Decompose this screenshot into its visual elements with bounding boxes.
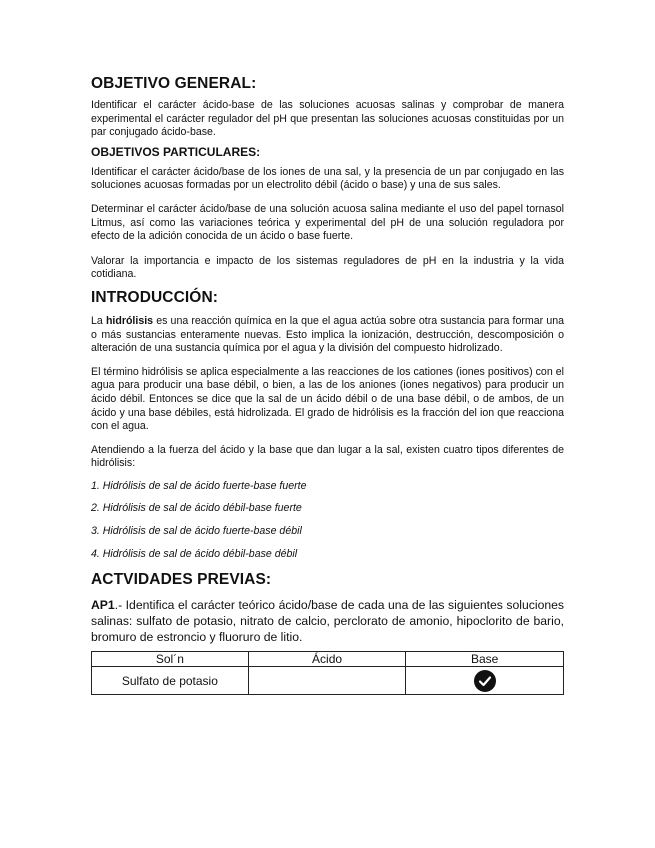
objetivo-particular-1: Identificar el carácter ácido/base de los iones de una sal, y la presencia de un par conjugado en las soluciones acuosas formadas por un electrolito débil (ácido o base) y una de sus sales. xyxy=(91,165,564,192)
header-base: Base xyxy=(406,652,564,667)
p1-rest: es una reacción química en la que el agua actúa sobre otra sustancia para formar una o más sustancias enteramente nuevas. Esto implica la ionización, destrucción, descomposición o alteración de una sustancia química por el agua y la división del compuesto hidrolizado. xyxy=(91,314,564,355)
introduccion-paragraph-1 xyxy=(91,315,564,356)
introduccion-paragraph-2: El término hidrólisis se aplica especialmente a las reacciones de los cationes (iones positivos) con el agua para producir una base débil, o bien, a las de los aniones (iones negativos) para producir un ácido débil. Entonces se dice que la sal de un ácido débil o de una base débil, o de ambos, de un ácido y una base débiles, está hidrolizada. El grado de hidrólisis es la fracción del ion que reacciona con el agua. xyxy=(91,365,564,433)
objetivo-particular-2: Determinar el carácter ácido/base de una solución acuosa salina mediante el uso del papel tornasol Litmus, así como las variaciones teórica y experimental del pH de una solución reguladora por efecto de la adición conocida de un ácido o base fuerte. xyxy=(91,202,564,243)
cell-base[interactable] xyxy=(406,667,564,695)
list-item: 2. Hidrólisis de sal de ácido débil-base fuerte xyxy=(91,502,302,515)
p1-prefix: La xyxy=(91,314,106,327)
actividades-heading: ACTVIDADES PREVIAS: xyxy=(91,571,272,589)
table-row xyxy=(92,667,564,695)
objetivo-general-text: Identificar el carácter ácido-base de las soluciones acuosas salinas y comprobar de manera experimental el carácter regulador del pH que presentan las soluciones acuosas constituidas por un par conjugado ácido-base. xyxy=(91,99,564,139)
list-item: 1. Hidrólisis de sal de ácido fuerte-base fuerte xyxy=(91,479,307,492)
objetivo-general-heading: OBJETIVO GENERAL: xyxy=(91,75,257,92)
hidrolisis-types-list xyxy=(91,480,564,561)
cell-acido[interactable] xyxy=(248,667,406,695)
hidrolisis-term: hidrólisis xyxy=(105,314,154,327)
introduccion-heading: INTRODUCCIÓN: xyxy=(91,288,219,306)
list-item: 4. Hidrólisis de sal de ácido débil-base débil xyxy=(91,547,298,560)
ap1-text: .- Identifica el carácter teórico ácido/base de cada una de las siguientes soluciones salinas: sulfato de potasio, nitrato de calcio, perclorato de amonio, hipoclorito de bario, bromuro de estroncio y fluoruro de litio. xyxy=(91,598,564,645)
ap1-paragraph xyxy=(91,597,564,645)
introduccion-paragraph-3: Atendiendo a la fuerza del ácido y la base que dan lugar a la sal, existen cuatro tipos diferentes de hidrólisis: xyxy=(91,443,564,470)
document-page xyxy=(91,74,564,695)
header-acido: Ácido xyxy=(248,652,406,667)
objetivos-particulares-heading: OBJETIVOS PARTICULARES: xyxy=(91,144,261,159)
cell-solucion: Sulfato de potasio xyxy=(92,667,249,695)
list-item: 3. Hidrólisis de sal de ácido fuerte-base débil xyxy=(91,525,302,538)
header-solucion: Sol´n xyxy=(92,652,249,667)
objetivo-particular-3: Valorar la importancia e impacto de los sistemas reguladores de pH en la industria y la vida cotidiana. xyxy=(91,254,564,281)
ap1-label: AP1 xyxy=(91,598,115,613)
check-circle-icon xyxy=(474,670,496,692)
salts-table xyxy=(91,651,564,695)
table-header-row xyxy=(92,652,564,667)
